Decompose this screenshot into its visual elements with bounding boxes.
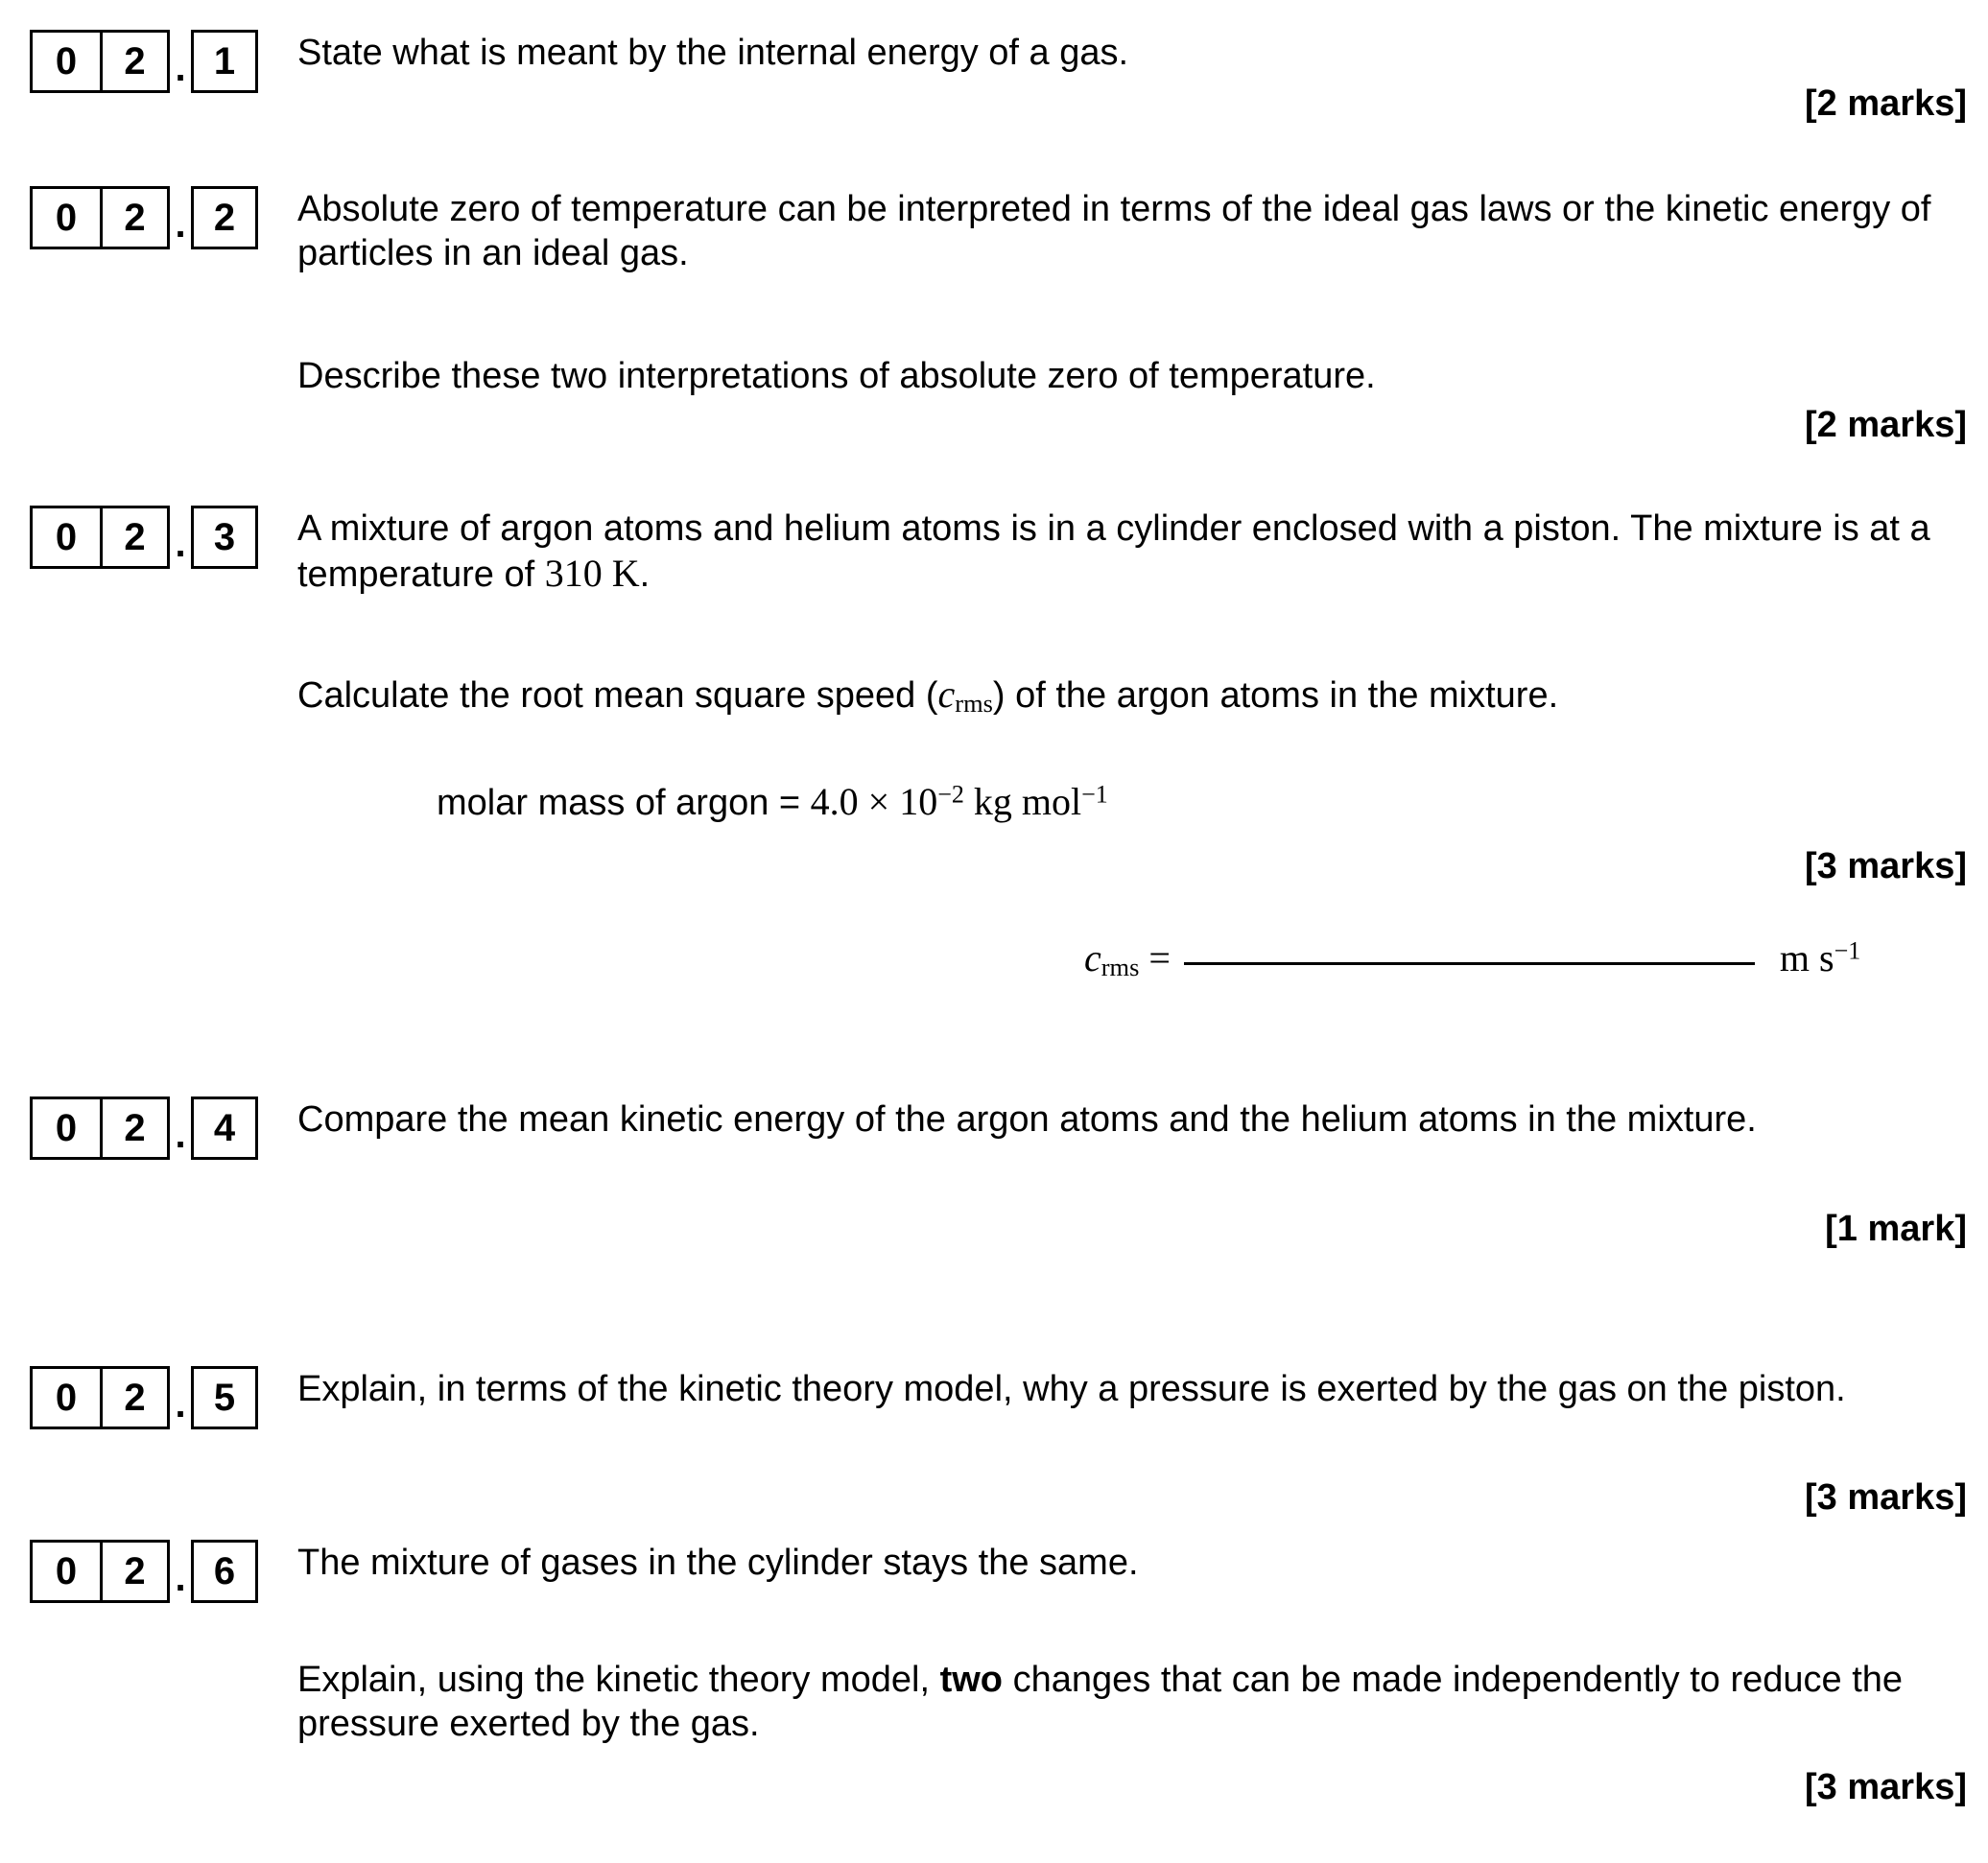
question-text-02-3-period: . (639, 554, 651, 596)
answer-crms-subscript: rms (1100, 952, 1140, 981)
given-data-molar-mass (437, 779, 1108, 826)
given-label: molar mass of argon = (437, 783, 811, 823)
question-text-02-3-part1 (297, 507, 1969, 598)
answer-label (1084, 935, 1171, 982)
question-major-box (30, 30, 170, 93)
question-minor-box: 2 (191, 186, 258, 249)
given-unit-exponent: −1 (1081, 780, 1108, 809)
marks-02-5: [3 marks] (1805, 1477, 1967, 1518)
question-text-02-1: State what is meant by the internal energy of a gas. (297, 33, 1129, 73)
given-exponent: −2 (937, 780, 964, 809)
answer-input-rule[interactable] (1184, 962, 1755, 965)
question-major-box (30, 1366, 170, 1429)
question-major-box (30, 1097, 170, 1160)
q6-emphasis-two: two (939, 1660, 1004, 1700)
question-digit-2: 2 (100, 1369, 167, 1427)
question-digit-0: 0 (55, 40, 78, 83)
question-minor-box: 6 (191, 1540, 258, 1603)
question-number-02-5 (30, 1366, 258, 1429)
question-text-02-5: Explain, in terms of the kinetic theory model, why a pressure is exerted by the gas on the piston. (297, 1369, 1846, 1409)
question-text-02-2-part2: Describe these two interpretations of absolute zero of temperature. (297, 356, 1376, 396)
marks-02-3: [3 marks] (1805, 846, 1967, 886)
question-major-box (30, 186, 170, 249)
question-minor-box: 5 (191, 1366, 258, 1429)
question-number-02-3 (30, 506, 258, 569)
answer-crms-symbol: c (1084, 936, 1101, 979)
question-minor-box: 4 (191, 1097, 258, 1160)
temperature-value: 310 K (544, 552, 640, 596)
question-digit-0: 0 (55, 1550, 78, 1592)
question-digit-0: 0 (55, 1377, 78, 1419)
question-digit-2: 2 (100, 508, 167, 566)
answer-equals-sign: = (1139, 936, 1171, 979)
answer-line-crms[interactable] (1084, 935, 1967, 1002)
question-text-02-6: The mixture of gases in the cylinder stays the same. (297, 1543, 1139, 1583)
question-text-02-2: Absolute zero of temperature can be interpreted in terms of the ideal gas laws or the kinetic energy of particles in an ideal gas. (297, 189, 1931, 274)
question-text-02-6-part2 (297, 1658, 1969, 1747)
question-separator-dot: . (175, 1557, 186, 1599)
question-major-box (30, 506, 170, 569)
question-number-02-4 (30, 1097, 258, 1160)
question-digit-0: 0 (55, 516, 78, 558)
q6-text-trail: changes that can be made independently to reduce the pressure exerted by the gas. (297, 1660, 1904, 1745)
question-digit-2: 2 (100, 1543, 167, 1600)
question-separator-dot: . (175, 1383, 186, 1426)
question-digit-2: 2 (100, 1099, 167, 1157)
q6-text-lead: Explain, using the kinetic theory model, (297, 1660, 940, 1700)
marks-02-6: [3 marks] (1805, 1767, 1967, 1807)
crms-symbol: c (937, 672, 956, 716)
question-minor-box: 1 (191, 30, 258, 93)
question-digit-0: 0 (55, 1107, 78, 1149)
crms-prefix-text: Calculate the root mean square speed ( (297, 675, 938, 716)
question-number-02-2 (30, 186, 258, 249)
question-separator-dot: . (175, 523, 186, 565)
question-digit-2: 2 (100, 189, 167, 247)
question-text-02-3-lead: A mixture of argon atoms and helium atoms is in a cylinder enclosed with a piston. The mixture is at a temperature of (297, 508, 1930, 596)
question-text-02-3-part2 (297, 672, 1969, 719)
given-unit: kg mol (963, 780, 1082, 823)
question-digit-0: 0 (55, 197, 78, 239)
question-separator-dot: . (175, 203, 186, 246)
answer-unit-exponent: −1 (1834, 936, 1861, 965)
marks-02-4: [1 mark] (1825, 1209, 1967, 1249)
answer-unit-base: m s (1779, 936, 1834, 979)
marks-02-1: [2 marks] (1805, 83, 1967, 124)
crms-suffix-text: ) of the argon atoms in the mixture. (992, 675, 1559, 716)
question-separator-dot: . (175, 1114, 186, 1156)
question-digit-2: 2 (100, 33, 167, 90)
question-number-02-1 (30, 30, 258, 93)
given-mantissa: 4.0 × 10 (810, 780, 938, 823)
question-number-02-6 (30, 1540, 258, 1603)
question-text-02-4: Compare the mean kinetic energy of the argon atoms and the helium atoms in the mixture. (297, 1099, 1757, 1140)
answer-unit (1780, 935, 1860, 980)
question-major-box (30, 1540, 170, 1603)
question-minor-box: 3 (191, 506, 258, 569)
marks-02-2: [2 marks] (1805, 405, 1967, 445)
crms-subscript: rms (955, 688, 993, 718)
question-separator-dot: . (175, 47, 186, 89)
